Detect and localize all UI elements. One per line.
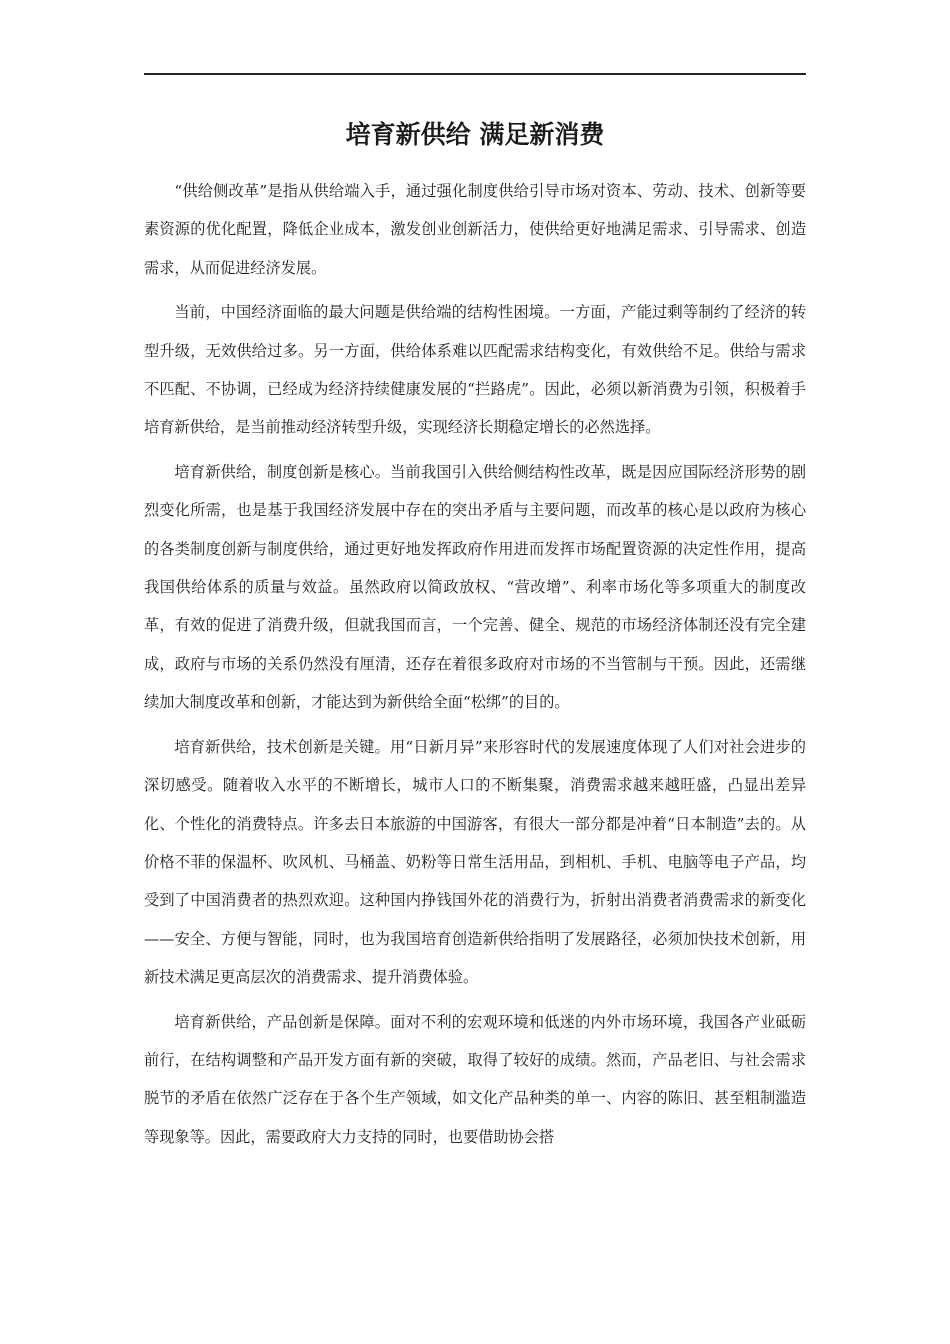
paragraph-product-innovation: 培育新供给，产品创新是保障。面对不利的宏观环境和低迷的内外市场环境，我国各产业砥砺前行，在结构调整和产品开发方面有新的突破，取得了较好的成绩。然而，产品老旧、与社会需求脱节的矛盾在依然广泛存在于各个生产领域，如文化产品种类的单一、内容的陈旧、甚至粗制滥造等现象等。因此，需要政府大力支持的同时，也要借助协会搭 — [144, 1012, 806, 1146]
paragraph-current-situation: 当前，中国经济面临的最大问题是供给端的结构性困境。一方面，产能过剩等制约了经济的转型升级，无效供给过多。另一方面，供给体系难以匹配需求结构变化，有效供给不足。供给与需求不匹配、不协调，已经成为经济持续健康发展的“拦路虎”。因此，必须以新消费为引领，积极着手培育新供给，是当前推动经济转型升级，实现经济长期稳定增长的必然选择。 — [144, 303, 806, 437]
header-rule — [144, 73, 806, 75]
page-title: 培育新供给 满足新消费 — [345, 120, 605, 149]
article-body — [144, 172, 806, 1162]
paragraph-supply-side-definition: “供给侧改革”是指从供给端入手，通过强化制度供给引导市场对资本、劳动、技术、创新等要素资源的优化配置，降低企业成本，激发创业创新活力，使供给更好地满足需求、引导需求、创造需求，从而促进经济发展。 — [144, 182, 806, 277]
paragraph-technological-innovation: 培育新供给，技术创新是关键。用“日新月异”来形容时代的发展速度体现了人们对社会进步的深切感受。随着收入水平的不断增长，城市人口的不断集聚，消费需求越来越旺盛，凸显出差异化、个性化的消费特点。许多去日本旅游的中国游客，有很大一部分都是冲着“日本制造”去的。从价格不菲的保温杯、吹风机、马桶盖、奶粉等日常生活用品，到相机、手机、电脑等电子产品，均受到了中国消费者的热烈欢迎。这种国内挣钱国外花的消费行为，折射出消费者消费需求的新变化——安全、方便与智能，同时，也为我国培育创造新供给指明了发展路径，必须加快技术创新，用新技术满足更高层次的消费需求、提升消费体验。 — [144, 737, 806, 987]
paragraph-institutional-innovation: 培育新供给，制度创新是核心。当前我国引入供给侧结构性改革，既是因应国际经济形势的剧烈变化所需，也是基于我国经济发展中存在的突出矛盾与主要问题，而改革的核心是以政府为核心的各类制度创新与制度供给，通过更好地发挥政府作用进而发挥市场配置资源的决定性作用，提高我国供给体系的质量与效益。虽然政府以简政放权、“营改增”、利率市场化等多项重大的制度改革，有效的促进了消费升级，但就我国而言，一个完善、健全、规范的市场经济体制还没有完全建成，政府与市场的关系仍然没有厘清，还存在着很多政府对市场的不当管制与干预。因此，还需继续加大制度改革和创新，才能达到为新供给全面“松绑”的目的。 — [144, 462, 806, 712]
